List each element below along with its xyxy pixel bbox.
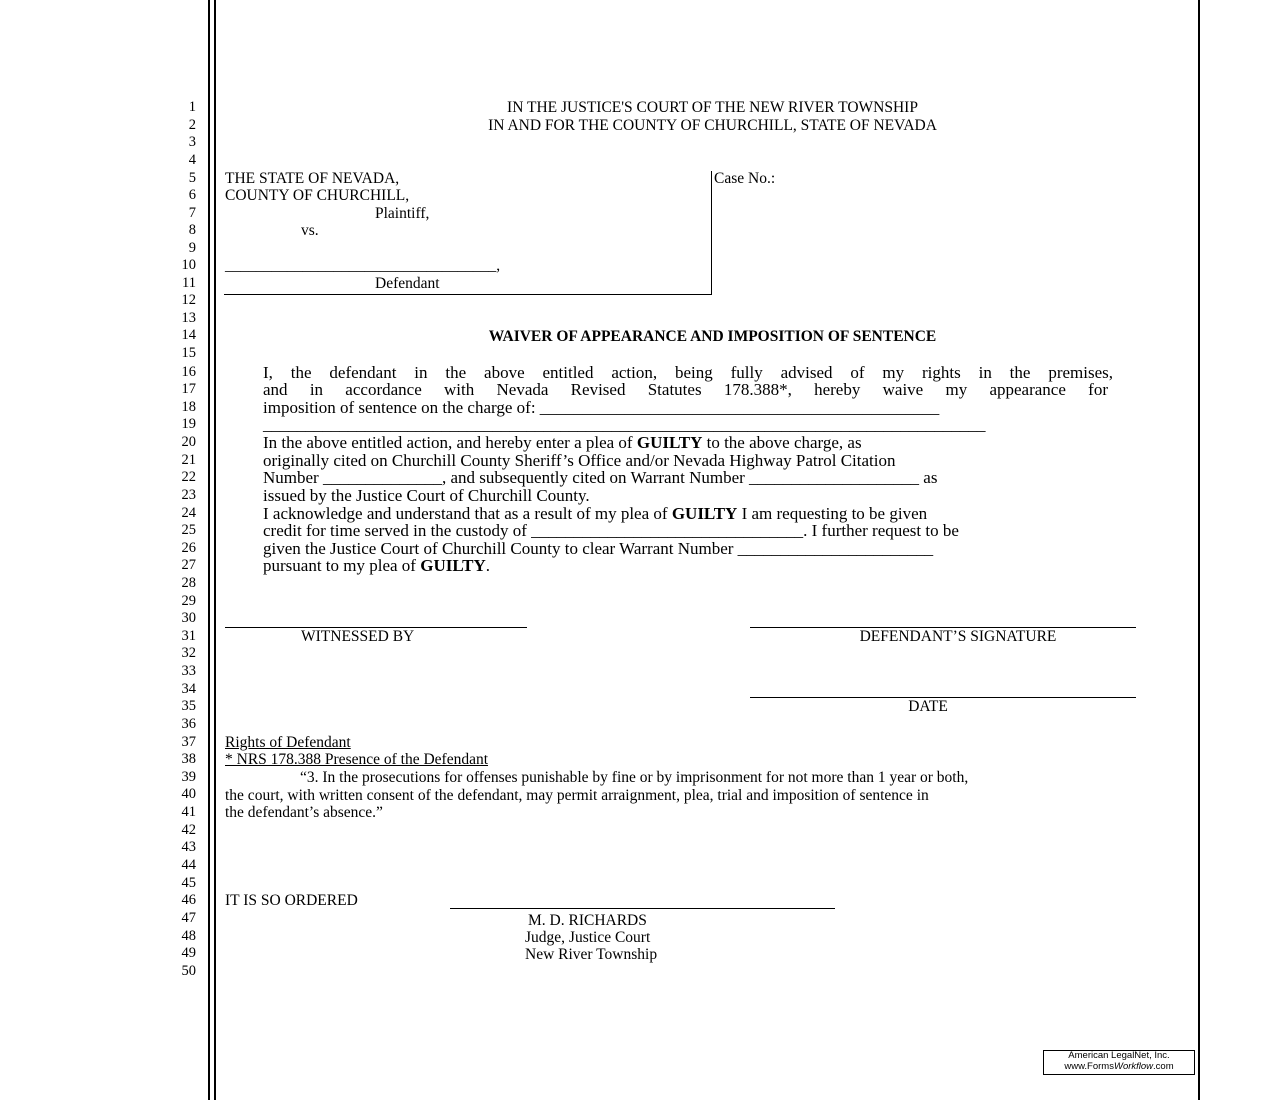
line-number: 11 (182, 275, 196, 291)
line-number: 42 (181, 822, 196, 838)
line-number: 35 (181, 698, 196, 714)
body-line-17: and in accordance with Nevada Revised Statutes 178.388*, hereby waive my appearance for (263, 380, 1108, 399)
defendant-name-blank: ___________________________________, (225, 257, 501, 274)
line-number: 6 (188, 187, 196, 203)
judge-township: New River Township (525, 946, 658, 963)
caption-defendant-label: Defendant (375, 275, 440, 292)
line-number: 48 (181, 928, 196, 944)
line-number: 49 (181, 945, 196, 961)
body-line-27 (263, 557, 490, 575)
line-number: 2 (188, 117, 196, 133)
line-number: 36 (181, 716, 196, 732)
line-number: 47 (181, 910, 196, 926)
line-number: 16 (181, 364, 196, 380)
court-header-line-2: IN AND FOR THE COUNTY OF CHURCHILL, STATE OF NEVADA (488, 117, 937, 134)
line-number: 21 (181, 452, 196, 468)
line-number: 12 (181, 292, 196, 308)
line-number: 30 (181, 610, 196, 626)
clear-warrant-blank-line: given the Justice Court of Churchill County to clear Warrant Number _______________________ (263, 539, 934, 558)
line-number: 46 (181, 892, 196, 908)
line-number: 13 (181, 310, 196, 326)
line-number: 39 (181, 769, 196, 785)
line-number: 28 (181, 575, 196, 591)
publisher-name: American LegalNet, Inc. (1068, 1050, 1170, 1061)
publisher-url-part-1: www.Forms (1064, 1060, 1114, 1072)
body-line-27-text-b: . (485, 556, 490, 575)
publisher-logo (1043, 1050, 1195, 1075)
line-number: 7 (188, 205, 196, 221)
witnessed-by-label: WITNESSED BY (301, 628, 415, 645)
guilty-plea-3: GUILTY (420, 556, 486, 575)
judge-name: M. D. RICHARDS (528, 912, 647, 929)
caption-plaintiff-label: Plaintiff, (375, 205, 430, 222)
left-margin-rule-outer (208, 0, 210, 1100)
line-number: 37 (181, 734, 196, 750)
charge-blank-continuation: _____________________________________________________________________________________ (263, 415, 986, 434)
line-number: 34 (181, 681, 196, 697)
line-number: 25 (181, 522, 196, 538)
line-number: 5 (188, 170, 196, 186)
line-number: 18 (181, 399, 196, 415)
body-line-24-text-a: I acknowledge and understand that as a result of my plea of (263, 504, 672, 523)
body-line-20-text-a: In the above entitled action, and hereby enter a plea of (263, 433, 637, 452)
caption-party-county: COUNTY OF CHURCHILL, (225, 187, 410, 204)
judge-title: Judge, Justice Court (525, 929, 651, 946)
line-number: 24 (181, 505, 196, 521)
caption-versus: vs. (301, 222, 319, 239)
line-number: 20 (181, 434, 196, 450)
line-number: 19 (181, 416, 196, 432)
line-number: 31 (181, 628, 196, 644)
line-number: 41 (181, 804, 196, 820)
line-number: 8 (188, 222, 196, 238)
court-header-line-1: IN THE JUSTICE'S COURT OF THE NEW RIVER TOWNSHIP (507, 99, 918, 116)
line-number: 1 (188, 99, 196, 115)
body-line-16: I, the defendant in the above entitled action, being fully advised of my rights in the premises, (263, 363, 1113, 382)
document-title: WAIVER OF APPEARANCE AND IMPOSITION OF SENTENCE (488, 328, 937, 345)
line-number: 14 (181, 327, 196, 343)
body-line-23: issued by the Justice Court of Churchill County. (263, 486, 590, 505)
statute-quote-line-3: the defendant’s absence.” (225, 804, 383, 821)
so-ordered-label: IT IS SO ORDERED (225, 892, 358, 909)
line-number: 40 (181, 786, 196, 802)
statute-reference: * NRS 178.388 Presence of the Defendant (225, 751, 489, 768)
statute-quote-line-1: “3. In the prosecutions for offenses punishable by fine or by imprisonment for not more than 1 year or both, (300, 769, 969, 786)
line-number: 9 (188, 240, 196, 256)
line-number: 10 (181, 257, 196, 273)
date-label: DATE (908, 698, 948, 715)
body-line-27-text-a: pursuant to my plea of (263, 556, 421, 575)
line-number: 26 (181, 540, 196, 556)
line-number: 45 (181, 875, 196, 891)
case-number-label: Case No.: (714, 170, 776, 187)
line-number: 33 (181, 663, 196, 679)
caption-party-state: THE STATE OF NEVADA, (225, 170, 400, 187)
body-line-20-text-b: to the above charge, as (702, 433, 862, 452)
line-number: 4 (188, 152, 196, 168)
guilty-plea-2: GUILTY (671, 504, 738, 523)
statute-quote-line-2: the court, with written consent of the defendant, may permit arraignment, plea, trial and imposition of sentence in (225, 787, 929, 804)
line-number: 17 (181, 381, 196, 397)
defendant-signature-label: DEFENDANT’S SIGNATURE (859, 628, 1057, 645)
line-number: 32 (181, 645, 196, 661)
caption-divider-horizontal (224, 294, 712, 295)
judge-signature-line (450, 908, 835, 909)
line-number: 27 (181, 557, 196, 573)
guilty-plea-1: GUILTY (636, 433, 703, 452)
body-line-24 (263, 505, 927, 523)
line-number: 15 (181, 345, 196, 361)
charge-blank-line: imposition of sentence on the charge of: _______________________________________________ (263, 398, 940, 417)
rights-heading: Rights of Defendant (225, 734, 351, 751)
left-margin-rule-inner (214, 0, 216, 1100)
caption-divider-vertical (711, 171, 712, 295)
line-number: 43 (181, 839, 196, 855)
line-number: 22 (181, 469, 196, 485)
body-line-20 (263, 434, 862, 452)
line-number: 3 (188, 134, 196, 150)
body-line-21: originally cited on Churchill County Sheriff’s Office and/or Nevada Highway Patrol Citation (263, 451, 896, 470)
body-line-24-text-b: I am requesting to be given (737, 504, 928, 523)
right-margin-rule (1198, 0, 1200, 1100)
custody-blank-line: credit for time served in the custody of ________________________________. I further request to be (263, 521, 959, 540)
publisher-url-part-2: Workflow (1113, 1060, 1154, 1072)
publisher-url (1044, 1062, 1194, 1073)
line-number: 50 (181, 963, 196, 979)
publisher-url-part-3: .com (1153, 1060, 1174, 1072)
line-number: 38 (181, 751, 196, 767)
line-number: 44 (181, 857, 196, 873)
line-number: 23 (181, 487, 196, 503)
line-number: 29 (181, 593, 196, 609)
citation-warrant-line: Number ______________, and subsequently cited on Warrant Number ____________________ as (263, 468, 938, 487)
